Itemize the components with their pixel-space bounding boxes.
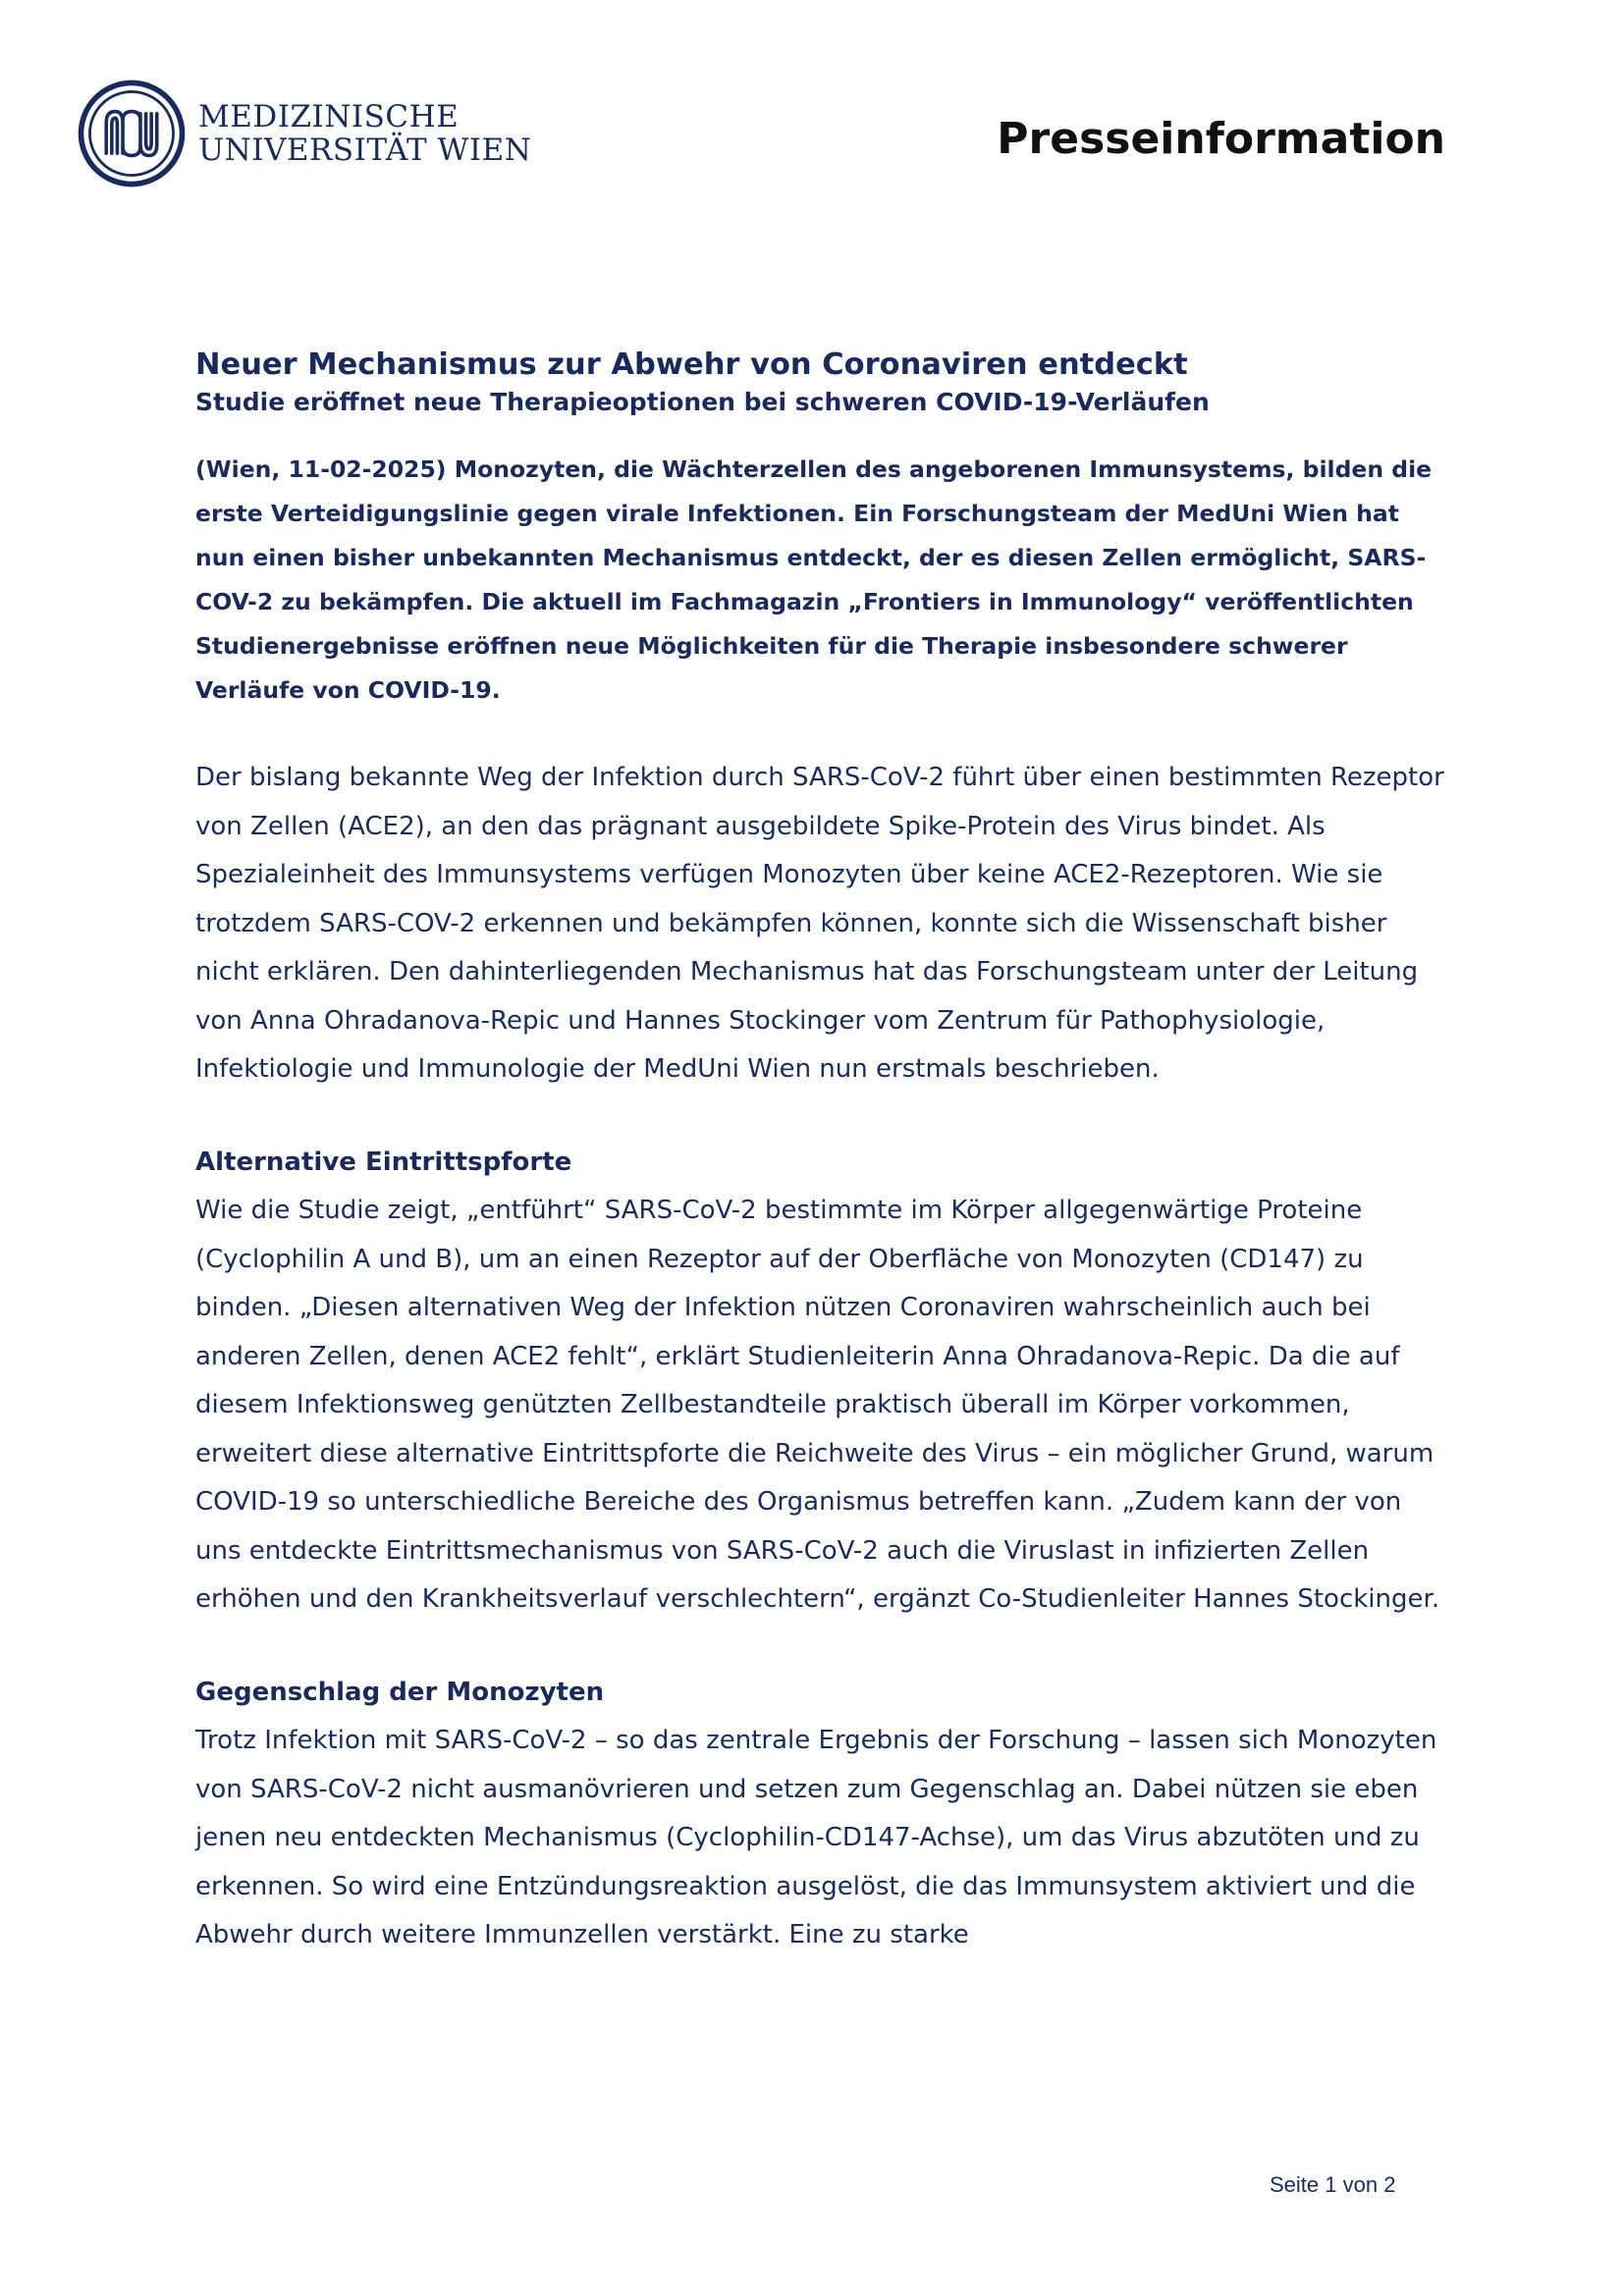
- section-text-1: Wie die Studie zeigt, „entführt“ SARS-CoV-2 bestimmte im Körper allgegenwärtige Proteine (Cyclophilin A und B), um an einen Rezeptor auf der Oberfläche von Monozyten (CD147) zu binden. „Diesen alternativen Weg der Infektion nützen Coronaviren wahrscheinlich auch bei anderen Zellen, denen ACE2 fehlt“, erklärt Studienleiterin Anna Ohradanova-Repic. Da die auf diesem Infektionsweg genützten Zellbestandteile praktisch überall im Körper vorkommen, erweitert diese alternative Eintrittspforte die Reichweite des Virus – ein möglicher Grund, warum COVID-19 so unterschiedliche Bereiche des Organismus betreffen kann. „Zudem kann der von uns entdeckte Eintrittsmechanismus von SARS-CoV-2 auch die Viruslast in infizierten Zellen erhöhen und den Krankheitsverlauf verschlechtern“, ergänzt Co-Studienleiter Hannes Stockinger.: [195, 1196, 1440, 1614]
- press-release-body: [195, 346, 1447, 2004]
- section-text-2: Trotz Infektion mit SARS-CoV-2 – so das zentrale Ergebnis der Forschung – lassen sich Monozyten von SARS-CoV-2 nicht ausmanövrieren und setzen zum Gegenschlag an. Dabei nützen sie eben jenen neu entdeckten Mechanismus (Cyclophilin-CD147-Achse), um das Virus abzutöten und zu erkennen. So wird eine Entzündungsreaktion ausgelöst, die das Immunsystem aktiviert und die Abwehr durch weitere Immunzellen verstärkt. Eine zu starke: [195, 1726, 1437, 1949]
- page-number: Seite 1 von 2: [1270, 2172, 1396, 2197]
- meduni-wien-emblem-icon: [77, 79, 187, 188]
- university-logo: [77, 79, 531, 188]
- article-title: Neuer Mechanismus zur Abwehr von Coronaviren entdeckt: [195, 347, 1188, 382]
- section-heading-1: Alternative Eintrittspforte: [195, 1147, 572, 1177]
- logo-wordmark: [198, 100, 531, 167]
- article-subtitle: Studie eröffnet neue Therapieoptionen bei schweren COVID-19-Verläufen: [195, 388, 1210, 416]
- logo-line-2: UNIVERSITÄT WIEN: [198, 133, 532, 168]
- section-heading-2: Gegenschlag der Monozyten: [195, 1677, 605, 1707]
- document-type-label: Presseinformation: [997, 114, 1445, 164]
- lead-paragraph: (Wien, 11-02-2025) Monozyten, die Wächterzellen des angeborenen Immunsystems, bilden die erste Verteidigungslinie gegen virale Infektionen. Ein Forschungsteam der MedUni Wien hat nun einen bisher unbekannten Mechanismus entdeckt, der es diesen Zellen ermöglicht, SARS-COV-2 zu bekämpfen. Die aktuell im Fachmagazin „Frontiers in Immunology“ veröffentlichten Studienergebnisse eröffnen neue Möglichkeiten für die Therapie insbesondere schwerer Verläufe von COVID-19.: [195, 455, 1433, 704]
- body-paragraph-1: Der bislang bekannte Weg der Infektion durch SARS-CoV-2 führt über einen bestimmten Rezeptor von Zellen (ACE2), an den das prägnant ausgebildete Spike-Protein des Virus bindet. Als Spezialeinheit des Immunsystems verfügen Monozyten über keine ACE2-Rezeptoren. Wie sie trotzdem SARS-COV-2 erkennen und bekämpfen können, konnte sich die Wissenschaft bisher nicht erklären. Den dahinterliegenden Mechanismus hat das Forschungsteam unter der Leitung von Anna Ohradanova-Repic und Hannes Stockinger vom Zentrum für Pathophysiologie, Infektiologie und Immunologie der MedUni Wien nun erstmals beschrieben.: [195, 763, 1444, 1084]
- logo-line-1: MEDIZINISCHE: [198, 99, 460, 134]
